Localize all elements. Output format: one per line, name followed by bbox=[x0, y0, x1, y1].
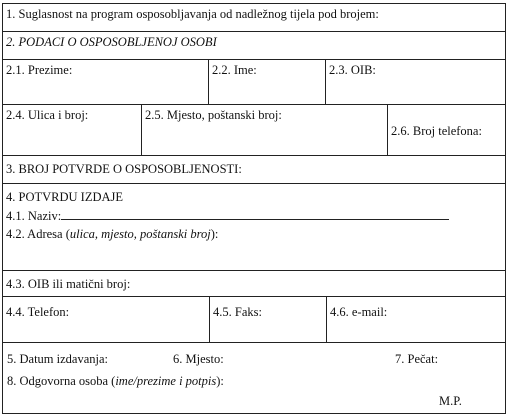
issuer-fax-label: 4.5. Faks: bbox=[213, 305, 262, 319]
consent-cell[interactable] bbox=[3, 4, 505, 31]
issuer-cell bbox=[3, 184, 505, 270]
form-table bbox=[2, 3, 506, 414]
issuer-email-field[interactable] bbox=[326, 297, 505, 342]
certificate-number-label: 3. BROJ POTVRDE O OSPOSOBLJENOSTI: bbox=[6, 162, 242, 176]
issuer-name-label: 4.1. Naziv: bbox=[6, 209, 62, 223]
row-consent bbox=[2, 3, 506, 31]
issuer-oib-field[interactable] bbox=[3, 271, 505, 296]
responsible-person-line[interactable] bbox=[7, 373, 224, 389]
issuer-phone-field[interactable] bbox=[3, 297, 209, 342]
first-name-field[interactable] bbox=[208, 60, 325, 104]
row-issuer-oib bbox=[2, 270, 506, 296]
city-postal-label: 2.5. Mjesto, poštanski broj: bbox=[145, 108, 282, 122]
phone-number-label: 2.6. Broj telefona: bbox=[391, 124, 482, 138]
row-name-fields bbox=[2, 59, 506, 104]
responsible-person-suffix: ): bbox=[216, 374, 224, 388]
issuer-phone-label: 4.4. Telefon: bbox=[6, 305, 70, 319]
issuer-name-underline bbox=[61, 207, 449, 220]
oib-label: 2.3. OIB: bbox=[329, 63, 376, 77]
row-signature bbox=[2, 342, 506, 414]
responsible-person-hint: ime/prezime i potpis bbox=[115, 374, 217, 388]
issuer-heading: 4. POTVRDU IZDAJE bbox=[6, 190, 124, 204]
row-issuer-contacts bbox=[2, 296, 506, 342]
issuer-address-hint: ulica, mjesto, poštanski broj bbox=[69, 227, 211, 241]
issuer-name-line[interactable] bbox=[6, 207, 502, 224]
oib-field[interactable] bbox=[325, 60, 505, 104]
phone-number-field[interactable] bbox=[387, 105, 505, 155]
surname-field[interactable] bbox=[3, 60, 208, 104]
row-certificate-number bbox=[2, 155, 506, 183]
section-person-cell bbox=[3, 32, 505, 59]
issuer-oib-label: 4.3. OIB ili matični broj: bbox=[6, 277, 131, 291]
row-issuer bbox=[2, 183, 506, 270]
issuer-address-prefix: 4.2. Adresa ( bbox=[6, 227, 70, 241]
issuer-fax-field[interactable] bbox=[209, 297, 326, 342]
first-name-label: 2.2. Ime: bbox=[212, 63, 257, 77]
stamp-placeholder-mp: M.P. bbox=[439, 394, 462, 408]
street-label: 2.4. Ulica i broj: bbox=[6, 108, 89, 122]
row-address-fields bbox=[2, 104, 506, 155]
issue-date-label[interactable]: 5. Datum izdavanja: bbox=[7, 352, 109, 366]
section-person-heading: 2. PODACI O OSPOSOBLJENOJ OSOBI bbox=[6, 35, 217, 49]
stamp-label: 7. Pečat: bbox=[395, 352, 439, 366]
issuer-address-suffix: ): bbox=[210, 227, 219, 241]
street-field[interactable] bbox=[3, 105, 141, 155]
row-section-person bbox=[2, 31, 506, 59]
certificate-number-field[interactable] bbox=[3, 156, 505, 183]
surname-label: 2.1. Prezime: bbox=[6, 63, 73, 77]
issue-place-label[interactable]: 6. Mjesto: bbox=[173, 352, 224, 366]
issuer-email-label: 4.6. e-mail: bbox=[330, 305, 388, 319]
consent-label: 1. Suglasnost na program osposobljavanja od nadležnog tijela pod brojem: bbox=[6, 7, 379, 21]
city-postal-field[interactable] bbox=[141, 105, 387, 155]
issuer-address-line[interactable] bbox=[6, 226, 502, 242]
responsible-person-prefix: 8. Odgovorna osoba ( bbox=[7, 374, 116, 388]
